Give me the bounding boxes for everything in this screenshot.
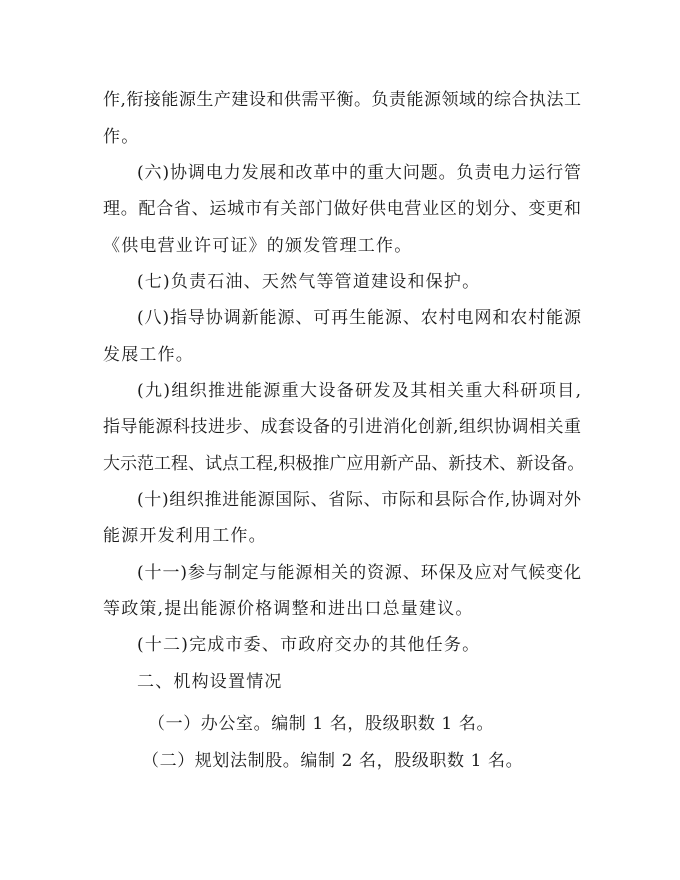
paragraph-line: 理。配合省、运城市有关部门做好供电营业区的划分、变更和	[103, 199, 581, 219]
paragraph-line: 大示范工程、试点工程,积极推广应用新产品、新技术、新设备。	[103, 454, 585, 474]
paragraph-line: (十)组织推进能源国际、省际、市际和县际合作,协调对外	[137, 490, 581, 510]
paragraph-line: 指导能源科技进步、成套设备的引进消化创新,组织协调相关重	[103, 417, 581, 437]
paragraph-line: (六)协调电力发展和改革中的重大问题。负责电力运行管	[137, 163, 581, 183]
paragraph-line: 《供电营业许可证》的颁发管理工作。	[103, 236, 413, 256]
paragraph-line: 能源开发利用工作。	[103, 526, 267, 546]
paragraph-line: 作。	[103, 127, 140, 147]
paragraph-line: (九)组织推进能源重大设备研发及其相关重大科研项目,	[137, 381, 581, 401]
paragraph-line: (八)指导协调新能源、可再生能源、农村电网和农村能源	[137, 308, 581, 328]
paragraph-line: 发展工作。	[103, 345, 194, 365]
paragraph-line: (十一)参与制定与能源相关的资源、环保及应对气候变化	[137, 563, 581, 583]
section-heading: 二、机构设置情况	[137, 672, 283, 692]
paragraph-line: (十二)完成市委、市政府交办的其他任务。	[137, 635, 481, 655]
paragraph-line: 作,衔接能源生产建设和供需平衡。负责能源领域的综合执法工	[103, 90, 581, 110]
paragraph-line: 等政策,提出能源价格调整和进出口总量建议。	[103, 599, 474, 619]
list-item: （一）办公室。编制 1 名，股级职数 1 名。	[148, 714, 495, 734]
list-item: （二）规划法制股。编制 2 名，股级职数 1 名。	[142, 751, 524, 771]
paragraph-line: (七)负责石油、天然气等管道建设和保护。	[137, 272, 481, 292]
